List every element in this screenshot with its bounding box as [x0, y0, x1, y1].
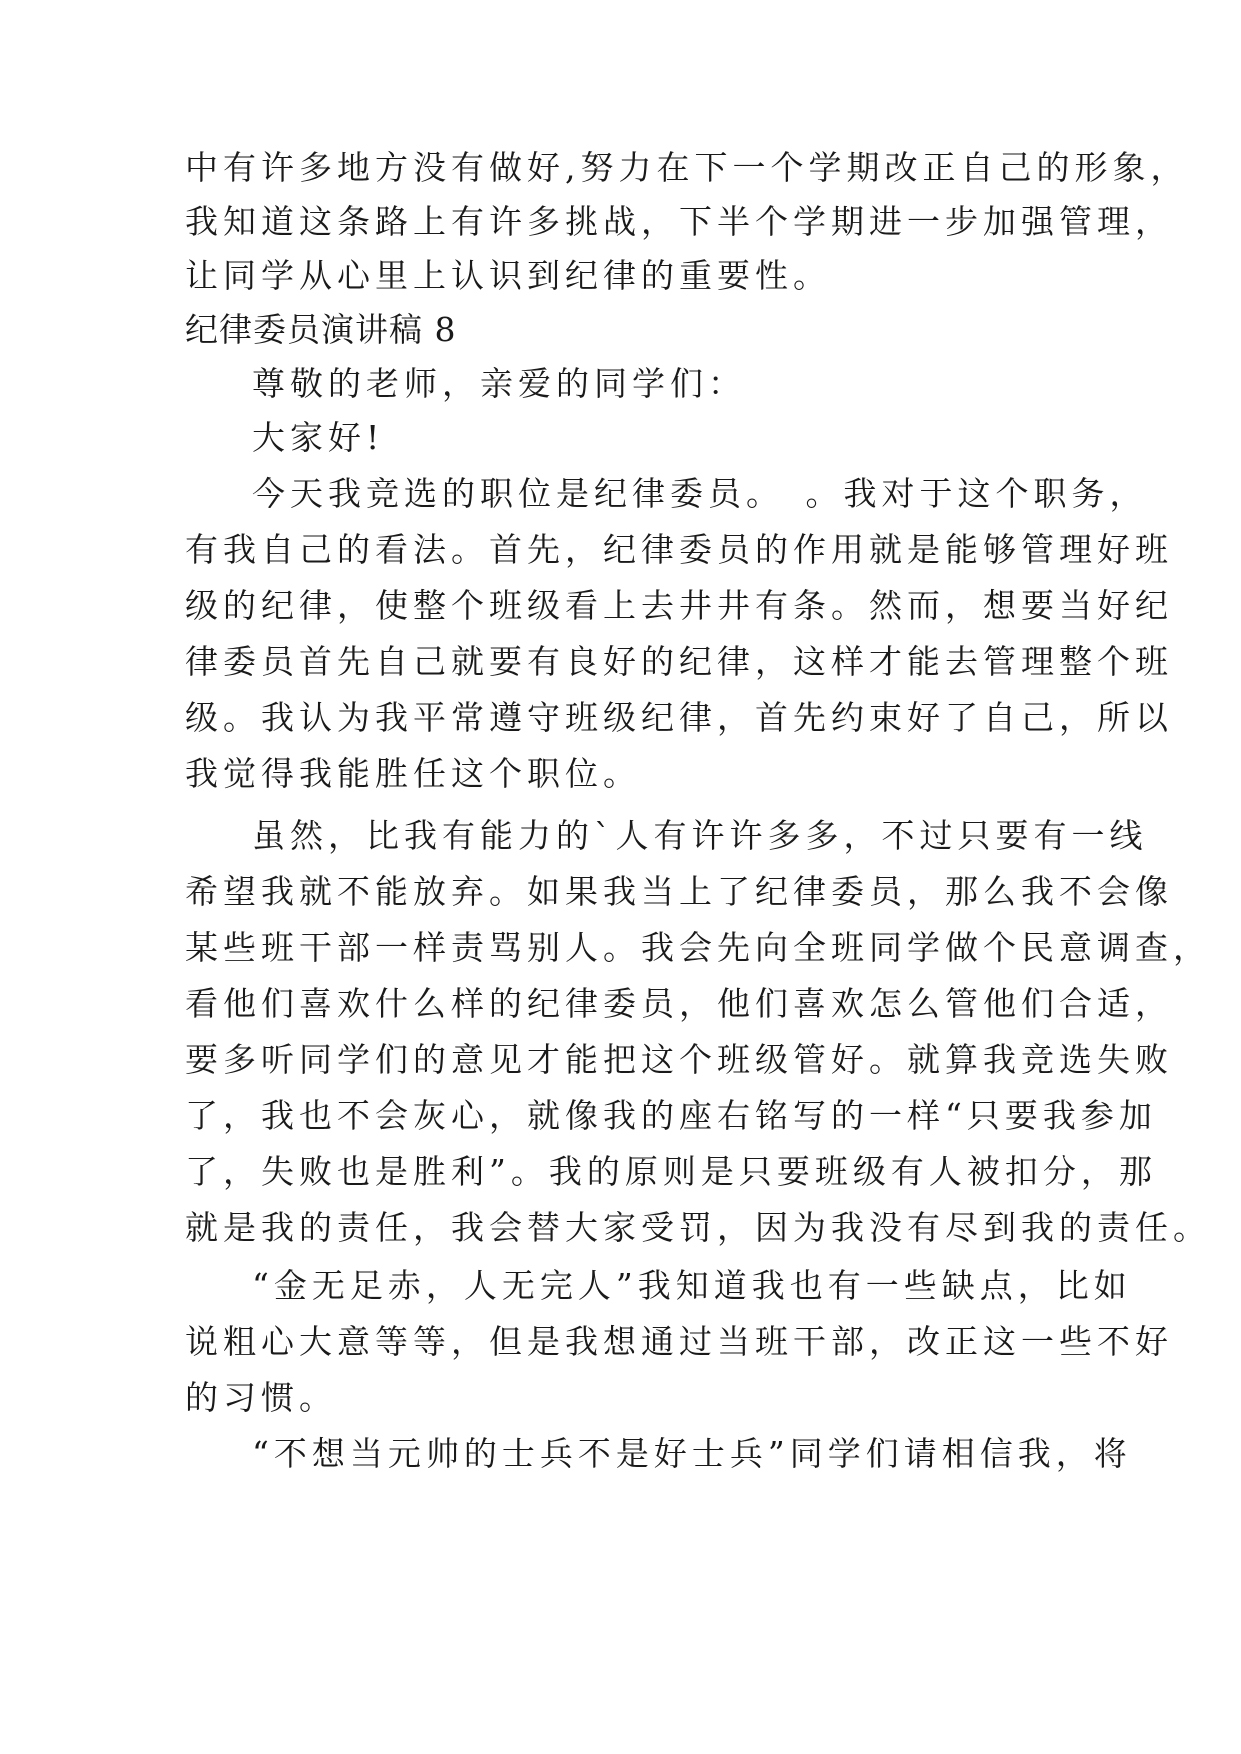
text-line: 要多听同学们的意见才能把这个班级管好。就算我竞选失败 — [185, 1040, 1173, 1079]
text-line: 我知道这条路上有许多挑战，下半个学期进一步加强管理， — [185, 202, 1173, 241]
salutation: 尊敬的老师，亲爱的同学们： — [252, 364, 746, 403]
text-line: “金无足赤，人无完人”我知道我也有一些缺点，比如 — [252, 1266, 1132, 1305]
text-line: “不想当元帅的士兵不是好士兵”同学们请相信我，将 — [252, 1434, 1132, 1473]
text-line: 我觉得我能胜任这个职位。 — [185, 754, 641, 793]
text-line: 希望我就不能放弃。如果我当上了纪律委员，那么我不会像 — [185, 872, 1173, 911]
text-line: 了，失败也是胜利”。我的原则是只要班级有人被扣分，那 — [185, 1152, 1157, 1191]
text-line: 说粗心大意等等，但是我想通过当班干部，改正这一些不好 — [185, 1322, 1173, 1361]
text-line: 今天我竞选的职位是纪律委员。 。我对于这个职务， — [252, 474, 1148, 513]
text-line: 律委员首先自己就要有良好的纪律，这样才能去管理整个班 — [185, 642, 1173, 681]
greeting: 大家好! — [252, 418, 385, 457]
text-line: 看他们喜欢什么样的纪律委员，他们喜欢怎么管他们合适， — [185, 984, 1173, 1023]
text-line: 了，我也不会灰心，就像我的座右铭写的一样“只要我参加 — [185, 1096, 1157, 1135]
text-line: 某些班干部一样责骂别人。我会先向全班同学做个民意调查， — [185, 928, 1211, 967]
text-line: 就是我的责任，我会替大家受罚，因为我没有尽到我的责任。 — [185, 1208, 1211, 1247]
text-line: 让同学从心里上认识到纪律的重要性。 — [185, 256, 831, 295]
text-line: 虽然，比我有能力的`人有许许多多，不过只要有一线 — [252, 816, 1148, 855]
text-line: 的习惯。 — [185, 1378, 337, 1417]
text-line: 级。我认为我平常遵守班级纪律，首先约束好了自己，所以 — [185, 698, 1173, 737]
text-line: 中有许多地方没有做好,努力在下一个学期改正自己的形象， — [185, 148, 1189, 187]
section-title: 纪律委员演讲稿 8 — [185, 310, 457, 349]
text-line: 有我自己的看法。首先，纪律委员的作用就是能够管理好班 — [185, 530, 1173, 569]
text-line: 级的纪律，使整个班级看上去井井有条。然而，想要当好纪 — [185, 586, 1173, 625]
